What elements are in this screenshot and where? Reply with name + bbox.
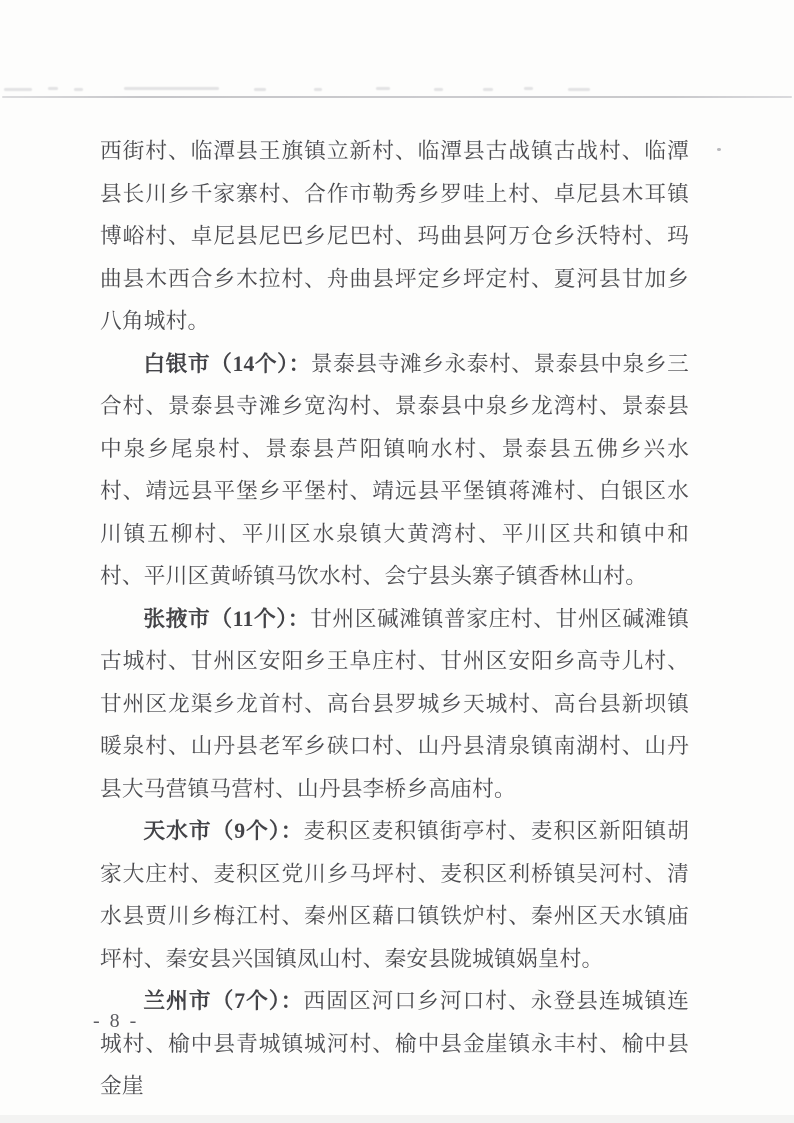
scan-smudge <box>376 87 390 90</box>
scan-artifact-line <box>2 96 792 98</box>
scan-smudge <box>4 88 32 91</box>
paragraph: 天水市（9个）：麦积区麦积镇街亭村、麦积区新阳镇胡家大庄村、麦积区党川乡马坪村、麦积区利桥镇吴河村、清水县贾川乡梅江村、秦州区藉口镇铁炉村、秦州区天水镇庙坪村、秦安县兴国镇凤山村、秦安县陇城镇娲皇村。 <box>100 819 689 971</box>
scan-bottom-shadow <box>0 1115 794 1123</box>
paragraph: 兰州市（7个）：西固区河口乡河口村、永登县连城镇连城村、榆中县青城镇城河村、榆中县金崖镇永丰村、榆中县金崖 <box>100 989 689 1098</box>
scan-smudge <box>74 88 83 91</box>
scan-smudge <box>124 87 219 90</box>
city-count-heading: 兰州市（7个）： <box>143 989 304 1013</box>
scan-speck <box>717 148 721 151</box>
scan-smudge <box>314 88 322 91</box>
paragraph: 西街村、临潭县王旗镇立新村、临潭县古战镇古战村、临潭县长川乡千家寨村、合作市勒秀乡罗哇上村、卓尼县木耳镇博峪村、卓尼县尼巴乡尼巴村、玛曲县阿万仓乡沃特村、玛曲县木西合乡木拉村、舟曲县坪定乡坪定村、夏河县甘加乡八角城村。 <box>100 139 689 333</box>
paragraph: 白银市（14个）：景泰县寺滩乡永泰村、景泰县中泉乡三合村、景泰县寺滩乡宽沟村、景泰县中泉乡龙湾村、景泰县中泉乡尾泉村、景泰县芦阳镇响水村、景泰县五佛乡兴水村、靖远县平堡乡平堡村、靖远县平堡镇蒋滩村、白银区水川镇五柳村、平川区水泉镇大黄湾村、平川区共和镇中和村、平川区黄峤镇马饮水村、会宁县头寨子镇香林山村。 <box>100 351 690 588</box>
document-body <box>100 130 689 1108</box>
scan-smudge <box>524 87 533 90</box>
scan-smudge <box>434 88 443 91</box>
city-count-heading: 天水市（9个）： <box>143 819 304 843</box>
page-number: - 8 - <box>93 1010 139 1032</box>
scan-smudge <box>483 88 493 91</box>
scan-smudge <box>568 88 590 91</box>
paragraph: 张掖市（11个）：甘州区碱滩镇普家庄村、甘州区碱滩镇古城村、甘州区安阳乡王阜庄村、甘州区安阳乡高寺儿村、甘州区龙渠乡龙首村、高台县罗城乡天城村、高台县新坝镇暖泉村、山丹县老军乡硖口村、山丹县清泉镇南湖村、山丹县大马营镇马营村、山丹县李桥乡高庙村。 <box>100 606 689 801</box>
city-count-heading: 张掖市（11个）： <box>143 606 311 631</box>
scan-smudge <box>254 88 266 91</box>
scan-smudge <box>48 87 58 90</box>
city-count-heading: 白银市（14个）： <box>143 351 311 376</box>
